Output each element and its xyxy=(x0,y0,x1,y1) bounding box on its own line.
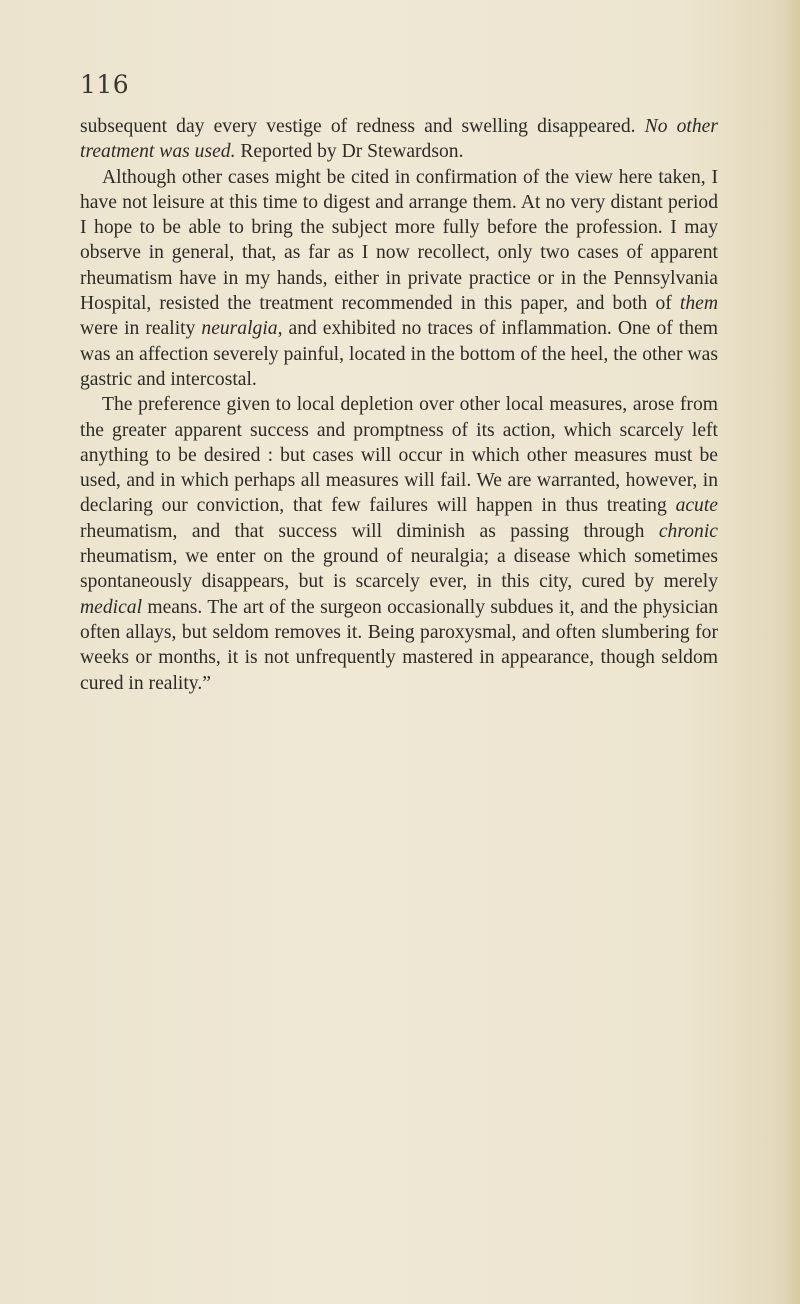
italic-segment: acute xyxy=(675,495,718,517)
italic-segment: chronic xyxy=(658,520,718,542)
text-segment: rheumatism, and that success will diminish as passing through xyxy=(80,520,659,542)
italic-segment: medical xyxy=(80,596,143,618)
body-text xyxy=(80,114,718,696)
text-segment: The preference given to local depletion over other local measures, arose from the greater apparent success and promptness of its action, which scarcely left anything to be desired : but cases will occur in which other measures must be used, and in which perhaps all measures will fail. We are warranted, however, in declaring our conviction, that few failures will happen in thus treating xyxy=(80,394,718,517)
paragraph-3 xyxy=(80,392,718,696)
text-segment: , and exhibited no traces of inflammation. One of them was an affection severely painful, located in the bottom of the heel, the other was gastric and intercostal. xyxy=(80,318,718,390)
page-number: 116 xyxy=(80,70,130,99)
paragraph-2 xyxy=(80,165,718,393)
text-segment: were in reality xyxy=(80,318,202,340)
text-segment: Although other cases might be cited in confirmation of the view here taken, I have not leisure at this time to digest and arrange them. At no very distant period I hope to be able to bring the subject more fully before the profession. I may observe in general, that, as far as I now recollect, only two cases of apparent rheumatism have in my hands, either in private practice or in the Pennsylvania Hospital, resisted the treatment recommended in this paper, and both of xyxy=(80,166,718,315)
text-segment: Reported by Dr Stewardson. xyxy=(235,141,464,163)
italic-segment: No other treatment was used. xyxy=(80,116,718,163)
paragraph-1 xyxy=(80,114,718,165)
italic-segment: neuralgia xyxy=(201,318,278,340)
text-segment: rheumatism, we enter on the ground of neuralgia; a disease which sometimes spontaneously disappears, but is scarcely ever, in this city, cured by merely xyxy=(80,546,718,593)
page-edge-shadow xyxy=(786,0,800,1304)
italic-segment: them xyxy=(679,293,718,315)
text-segment: subsequent day every vestige of redness and swelling disappeared. xyxy=(80,116,645,137)
text-segment: means. The art of the surgeon occasionally subdues it, and the physician often allays, but seldom removes it. Being paroxysmal, and often slumbering for weeks or months, it is not unfrequently mastered in appearance, though seldom cured in reality.” xyxy=(80,596,718,694)
